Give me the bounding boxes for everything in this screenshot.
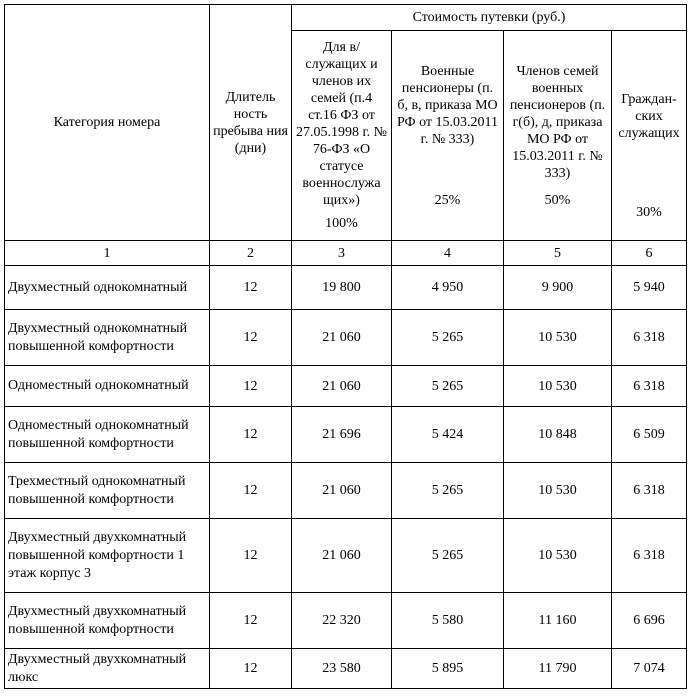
header-cost-group: Стоимость путевки (руб.) (292, 5, 687, 31)
table-row (5, 266, 687, 310)
row-cost-full: 21 060 (292, 463, 392, 519)
row-cost-family: 10 530 (504, 310, 612, 366)
row-cost-full: 21 696 (292, 407, 392, 463)
row-days: 12 (210, 463, 292, 519)
header-col3 (292, 31, 392, 241)
row-category: Трехместный однокомнатный повышенной комфортности (5, 463, 210, 519)
table-row (5, 407, 687, 463)
row-cost-civil: 7 074 (612, 649, 687, 689)
row-category: Двухместный двухкомнатный повышенной комфортности (5, 593, 210, 649)
row-cost-pensioners: 5 580 (392, 593, 504, 649)
header-col4-text: Военные пенсионеры (п. б, в, приказа МО РФ от 15.03.2011 г. № 333) (396, 63, 499, 147)
row-cost-civil: 6 318 (612, 463, 687, 519)
row-cost-pensioners: 5 265 (392, 463, 504, 519)
header-col6-text: Граждан-ских служащих (618, 91, 680, 141)
header-duration: Длитель ность пребыва ния (дни) (210, 5, 292, 241)
row-cost-full: 21 060 (292, 310, 392, 366)
row-category: Двухместный однокомнатный (5, 266, 210, 310)
row-cost-civil: 6 696 (612, 593, 687, 649)
row-category: Одноместный однокомнатный (5, 366, 210, 407)
row-cost-family: 10 530 (504, 519, 612, 593)
row-days: 12 (210, 649, 292, 689)
header-col5-pct: 50% (544, 192, 571, 208)
row-cost-civil: 5 940 (612, 266, 687, 310)
row-cost-civil: 6 318 (612, 519, 687, 593)
row-cost-full: 19 800 (292, 266, 392, 310)
row-cost-pensioners: 5 895 (392, 649, 504, 689)
row-cost-family: 11 160 (504, 593, 612, 649)
table-row (5, 593, 687, 649)
row-days: 12 (210, 310, 292, 366)
header-col5 (504, 31, 612, 241)
row-cost-full: 21 060 (292, 366, 392, 407)
header-col4-pct: 25% (434, 192, 461, 208)
header-col3-pct: 100% (325, 216, 358, 231)
row-cost-family: 11 790 (504, 649, 612, 689)
row-category: Одноместный однокомнатный повышенной комфортности (5, 407, 210, 463)
row-cost-full: 22 320 (292, 593, 392, 649)
row-category: Двухместный двухкомнатный люкс (5, 649, 210, 689)
row-cost-family: 10 530 (504, 366, 612, 407)
row-cost-pensioners: 5 424 (392, 407, 504, 463)
table-row (5, 366, 687, 407)
col-number: 6 (612, 241, 687, 266)
header-col5-text: Членов семей военных пенсионеров (п. г(б), д, приказа МО РФ от 15.03.2011 г. № 333) (509, 63, 606, 181)
row-cost-full: 23 580 (292, 649, 392, 689)
price-table (4, 4, 687, 689)
col-number: 1 (5, 241, 210, 266)
col-number: 2 (210, 241, 292, 266)
row-days: 12 (210, 366, 292, 407)
header-col4 (392, 31, 504, 241)
col-number: 4 (392, 241, 504, 266)
row-category: Двухместный однокомнатный повышенной комфортности (5, 310, 210, 366)
row-cost-pensioners: 5 265 (392, 366, 504, 407)
row-cost-full: 21 060 (292, 519, 392, 593)
header-col3-text: Для в/служащих и членов их семей (п.4 ст.16 ФЗ от 27.05.1998 г. № 76-ФЗ «О статусе военнослужа щих») (295, 40, 388, 208)
row-days: 12 (210, 593, 292, 649)
row-cost-pensioners: 4 950 (392, 266, 504, 310)
row-cost-civil: 6 318 (612, 310, 687, 366)
col-number: 5 (504, 241, 612, 266)
row-cost-family: 9 900 (504, 266, 612, 310)
row-days: 12 (210, 407, 292, 463)
row-category: Двухместный двухкомнатный повышенной комфортности 1 этаж корпус 3 (5, 519, 210, 593)
row-cost-pensioners: 5 265 (392, 519, 504, 593)
header-col6 (612, 31, 687, 241)
row-cost-pensioners: 5 265 (392, 310, 504, 366)
header-col6-pct: 30% (636, 204, 662, 220)
row-days: 12 (210, 519, 292, 593)
table-row (5, 463, 687, 519)
row-cost-family: 10 530 (504, 463, 612, 519)
table-row (5, 519, 687, 593)
row-cost-civil: 6 509 (612, 407, 687, 463)
col-number: 3 (292, 241, 392, 266)
row-cost-family: 10 848 (504, 407, 612, 463)
table-row (5, 649, 687, 689)
row-days: 12 (210, 266, 292, 310)
header-category: Категория номера (5, 5, 210, 241)
table-row (5, 310, 687, 366)
row-cost-civil: 6 318 (612, 366, 687, 407)
